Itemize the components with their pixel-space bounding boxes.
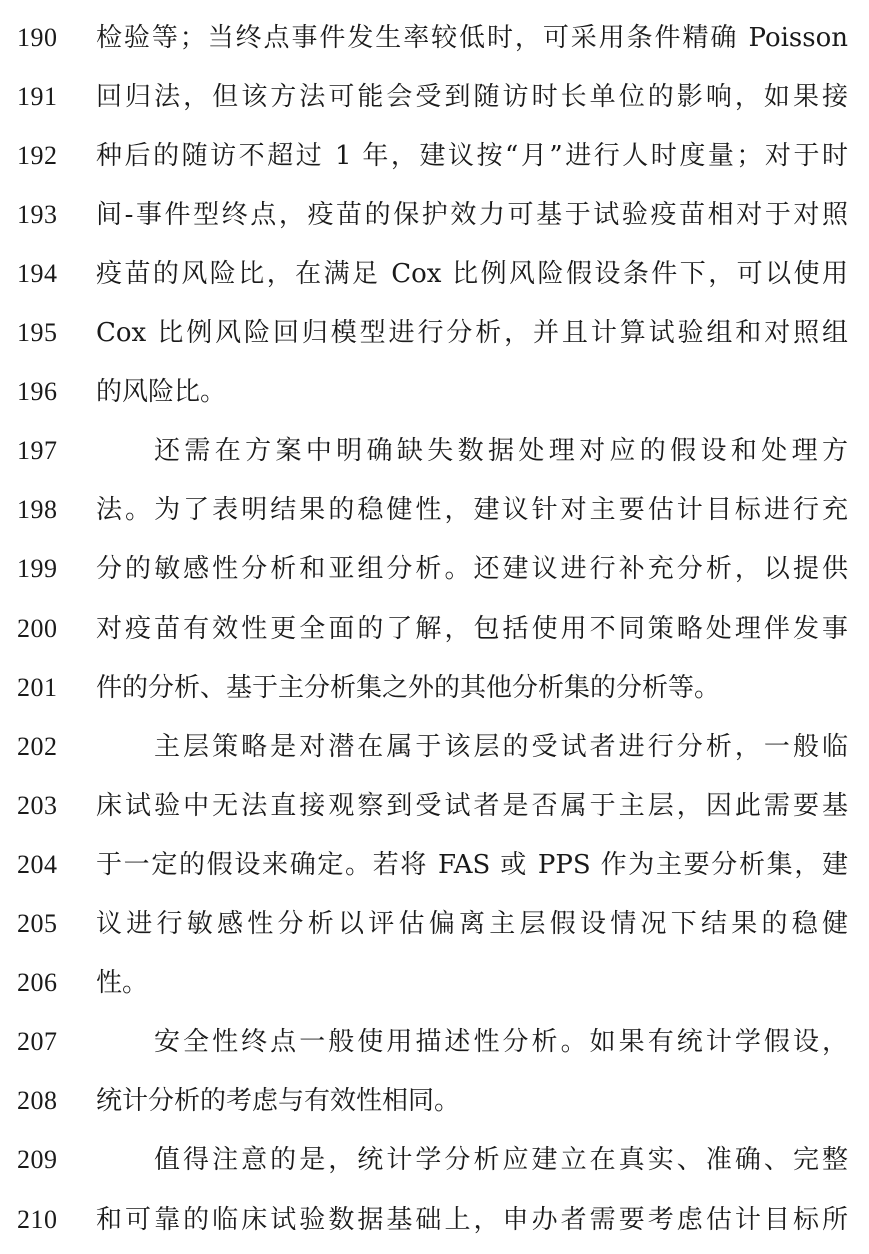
line-number: 204 bbox=[17, 849, 58, 879]
line-number: 208 bbox=[17, 1086, 58, 1116]
line-number: 210 bbox=[17, 1204, 58, 1234]
line-text: 的风险比。 bbox=[96, 377, 227, 408]
document-line bbox=[0, 1013, 869, 1072]
document-line bbox=[0, 717, 869, 776]
document-line bbox=[0, 422, 869, 481]
document-line bbox=[0, 363, 869, 422]
line-number: 202 bbox=[17, 731, 58, 761]
line-number: 195 bbox=[17, 318, 58, 347]
document-line bbox=[0, 599, 869, 658]
line-number: 206 bbox=[17, 968, 58, 998]
document-line bbox=[0, 895, 869, 954]
line-number: 207 bbox=[17, 1027, 58, 1057]
line-text: 安全性终点一般使用描述性分析。如果有统计学假设， bbox=[154, 1027, 848, 1058]
line-text: 法。为了表明结果的稳健性，建议针对主要估计目标进行充 bbox=[96, 495, 848, 526]
line-text: 议进行敏感性分析以评估偏离主层假设情况下结果的稳健 bbox=[96, 909, 848, 939]
document-line bbox=[0, 540, 869, 599]
line-text: 于一定的假设来确定。若将 FAS 或 PPS 作为主要分析集，建 bbox=[96, 849, 848, 880]
line-text: 种后的随访不超过 1 年，建议按“月”进行人时度量；对于时 bbox=[96, 140, 848, 171]
document-line bbox=[0, 658, 869, 717]
line-number: 200 bbox=[17, 613, 58, 643]
document-line bbox=[0, 776, 869, 835]
line-text: 回归法，但该方法可能会受到随访时长单位的影响，如果接 bbox=[96, 81, 848, 112]
line-text: 主层策略是对潜在属于该层的受试者进行分析，一般临 bbox=[154, 731, 848, 762]
line-number: 191 bbox=[17, 81, 58, 111]
line-text: Cox 比例风险回归模型进行分析，并且计算试验组和对照组 bbox=[96, 318, 848, 348]
document-line bbox=[0, 304, 869, 363]
line-number: 203 bbox=[17, 790, 58, 820]
line-number: 209 bbox=[17, 1145, 58, 1175]
line-number: 197 bbox=[17, 436, 58, 466]
document-line bbox=[0, 244, 869, 303]
line-text: 性。 bbox=[96, 968, 149, 999]
line-text: 统计分析的考虑与有效性相同。 bbox=[96, 1086, 461, 1117]
document-line bbox=[0, 67, 869, 126]
document-line bbox=[0, 481, 869, 540]
document-line bbox=[0, 8, 869, 67]
line-text: 对疫苗有效性更全面的了解，包括使用不同策略处理伴发事 bbox=[96, 613, 848, 644]
line-text: 检验等；当终点事件发生率较低时，可采用条件精确 Poisson bbox=[96, 22, 848, 53]
line-number: 193 bbox=[17, 199, 58, 229]
line-number: 190 bbox=[17, 22, 58, 52]
line-text: 床试验中无法直接观察到受试者是否属于主层，因此需要基 bbox=[96, 790, 848, 821]
line-text: 疫苗的风险比，在满足 Cox 比例风险假设条件下，可以使用 bbox=[96, 258, 848, 289]
document-line bbox=[0, 1072, 869, 1131]
line-number: 196 bbox=[17, 377, 58, 407]
document-line bbox=[0, 1131, 869, 1190]
line-number: 199 bbox=[17, 554, 58, 584]
line-text: 和可靠的临床试验数据基础上，申办者需要考虑估计目标所 bbox=[96, 1204, 848, 1235]
line-text: 值得注意的是，统计学分析应建立在真实、准确、完整 bbox=[154, 1145, 848, 1176]
line-number: 194 bbox=[17, 258, 58, 288]
document-line bbox=[0, 835, 869, 894]
document-line bbox=[0, 1190, 869, 1249]
document-line bbox=[0, 126, 869, 185]
line-text: 间-事件型终点，疫苗的保护效力可基于试验疫苗相对于对照 bbox=[96, 199, 848, 230]
line-text: 分的敏感性分析和亚组分析。还建议进行补充分析，以提供 bbox=[96, 554, 848, 585]
document-line bbox=[0, 185, 869, 244]
line-number: 198 bbox=[17, 495, 58, 525]
line-text: 件的分析、基于主分析集之外的其他分析集的分析等。 bbox=[96, 672, 721, 703]
line-number: 192 bbox=[17, 140, 58, 170]
line-text: 还需在方案中明确缺失数据处理对应的假设和处理方 bbox=[154, 436, 848, 467]
line-number: 205 bbox=[17, 909, 58, 938]
document-line bbox=[0, 954, 869, 1013]
line-number: 201 bbox=[17, 672, 58, 702]
